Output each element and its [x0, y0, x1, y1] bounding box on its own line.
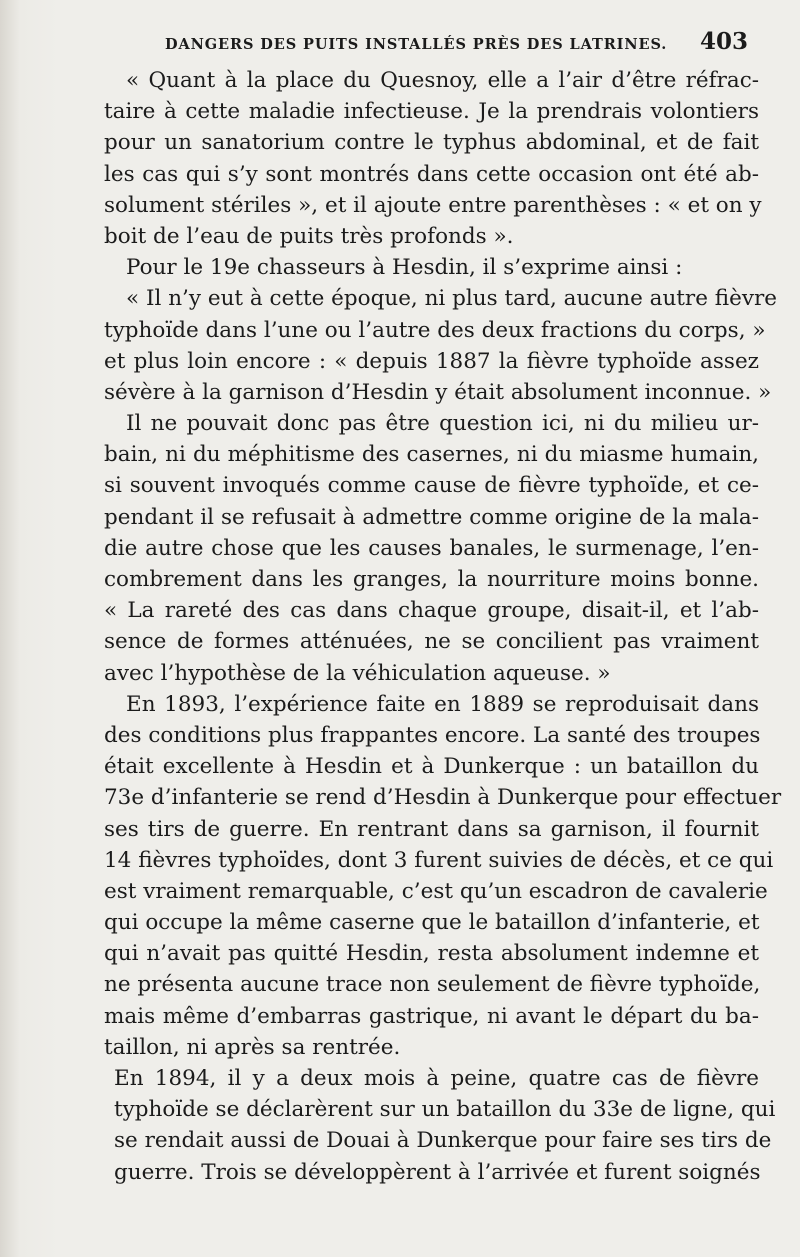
text-line: « Il n’y eut à cette époque, ni plus tard, aucune autre fièvre [126, 286, 777, 312]
text-line: En 1894, il y a deux mois à peine, quatre cas de fièvre [114, 1066, 759, 1091]
text-line: sévère à la garnison d’Hesdin y était absolument inconnue. » [104, 379, 772, 405]
text-line: sence de formes atténuées, ne se concilient pas vraiment [104, 629, 759, 655]
text-line: pendant il se refusait à admettre comme origine de la mala- [104, 504, 759, 530]
text-line: était excellente à Hesdin et à Dunkerque : un bataillon du [104, 754, 759, 780]
text-line: avec l’hypothèse de la véhiculation aqueuse. » [104, 660, 611, 686]
text-line: guerre. Trois se développèrent à l’arrivée et furent soignés [114, 1159, 761, 1185]
text-line: qui occupe la même caserne que le bataillon d’infanterie, et [104, 910, 760, 936]
page-number: 403 [699, 28, 748, 55]
body-text [104, 65, 782, 1188]
text-line: ses tirs de guerre. En rentrant dans sa garnison, il fournit [104, 816, 759, 842]
text-line: « Quant à la place du Quesnoy, elle a l’air d’être réfrac- [126, 68, 759, 93]
text-line: taire à cette maladie infectieuse. Je la prendrais volontiers [104, 99, 759, 125]
text-line: taillon, ni après sa rentrée. [104, 1034, 401, 1060]
text-line: solument stériles », et il ajoute entre parenthèses : « et on y [104, 192, 762, 218]
text-line: « La rareté des cas dans chaque groupe, disait-il, et l’ab- [104, 598, 759, 624]
text-line: die autre chose que les causes banales, le surmenage, l’en- [104, 535, 759, 561]
text-line: si souvent invoqués comme cause de fièvre typhoïde, et ce- [104, 473, 759, 499]
text-line: typhoïde se déclarèrent sur un bataillon du 33e de ligne, qui [114, 1097, 776, 1123]
text-line: 14 fièvres typhoïdes, dont 3 furent suivies de décès, et ce qui [104, 847, 774, 873]
text-line: est vraiment remarquable, c’est qu’un escadron de cavalerie [104, 878, 768, 904]
text-line: se rendait aussi de Douai à Dunkerque pour faire ses tirs de [114, 1128, 772, 1154]
text-line: les cas qui s’y sont montrés dans cette occasion ont été ab- [104, 161, 759, 187]
text-line: typhoïde dans l’une ou l’autre des deux fractions du corps, » [104, 317, 766, 343]
text-line: combrement dans les granges, la nourriture moins bonne. [104, 567, 759, 592]
text-line: qui n’avait pas quitté Hesdin, resta absolument indemne et [104, 941, 759, 967]
text-line: des conditions plus frappantes encore. La santé des troupes [104, 722, 761, 748]
text-line: boit de l’eau de puits très profonds ». [104, 223, 514, 249]
text-line: bain, ni du méphitisme des casernes, ni du miasme humain, [104, 442, 759, 468]
text-line: Pour le 19e chasseurs à Hesdin, il s’exprime ainsi : [126, 255, 683, 281]
page-header [165, 28, 760, 55]
text-line: 73e d’infanterie se rend d’Hesdin à Dunkerque pour effectuer [104, 785, 782, 811]
text-line: et plus loin encore : « depuis 1887 la fièvre typhoïde assez [104, 348, 759, 374]
text-line: ne présenta aucune trace non seulement de fièvre typhoïde, [104, 972, 761, 998]
text-line: Il ne pouvait donc pas être question ici, ni du milieu ur- [126, 411, 759, 437]
text-line: pour un sanatorium contre le typhus abdominal, et de fait [104, 130, 759, 156]
text-line: En 1893, l’expérience faite en 1889 se reproduisait dans [126, 691, 759, 717]
text-line: mais même d’embarras gastrique, ni avant le départ du ba- [104, 1003, 759, 1029]
running-title: DANGERS DES PUITS INSTALLÉS PRÈS DES LATRINES. [165, 36, 668, 53]
